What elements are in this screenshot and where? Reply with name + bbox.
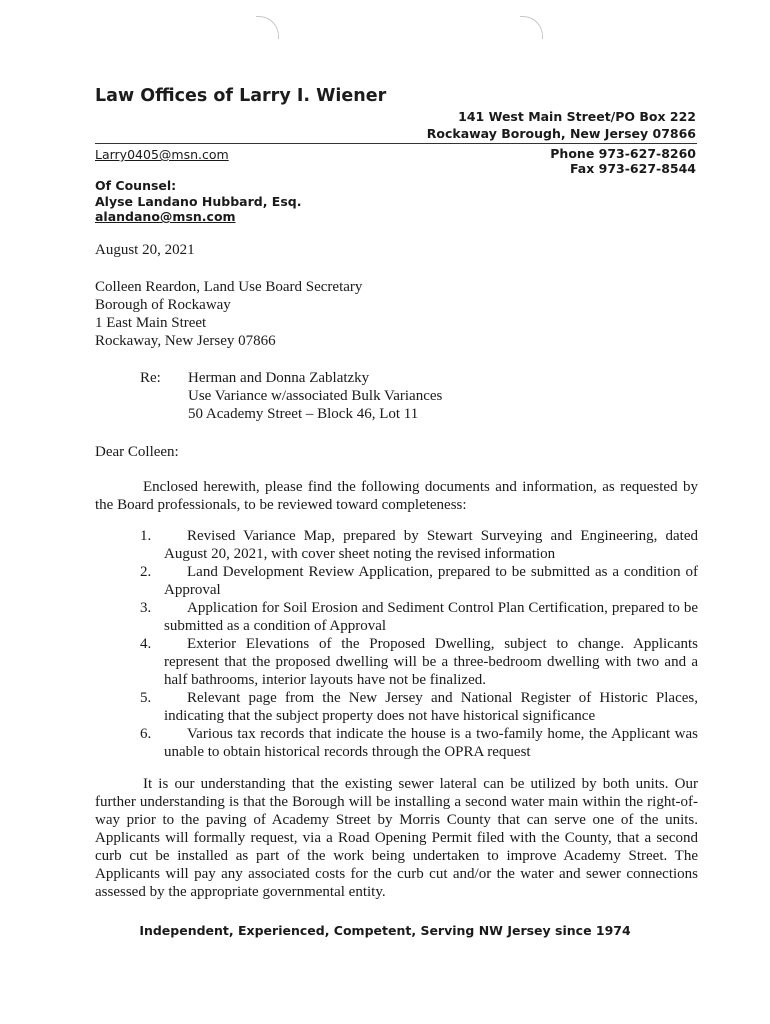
- re-label: Re:: [140, 370, 161, 386]
- list-item: [140, 689, 698, 725]
- list-item: [140, 599, 698, 635]
- of-counsel-block: [95, 178, 301, 225]
- closing-text: It is our understanding that the existing sewer lateral can be utilized by both units. Our further understanding is that the Borough will be installing a second water main within the right-of-way prior to the paving of Academy Street by Morris County that can serve one of the units. Applicants will formally request, via a Road Opening Permit filed with the County, that a second curb cut be installed as part of the work being undertaken to improve Academy Street. The Applicants will pay any associated costs for the curb cut and/or the water and sewer connections assessed by the appropriate governmental entity.: [95, 776, 698, 900]
- footer-tagline: Independent, Experienced, Competent, Serving NW Jersey since 1974: [139, 923, 631, 938]
- list-item: [140, 527, 698, 563]
- enclosure-list: [140, 527, 698, 761]
- list-item-number: 2.: [140, 564, 152, 580]
- list-item-text: Relevant page from the New Jersey and National Register of Historic Places, indicating that the subject property does not have historical significance: [164, 690, 698, 724]
- intro-text: Enclosed herewith, please find the following documents and information, as requested by the Board professionals, to be reviewed toward completeness:: [95, 479, 698, 513]
- address-line-1: 141 West Main Street/PO Box 222: [458, 109, 696, 124]
- scan-mark-left: [256, 16, 279, 39]
- firm-email-link[interactable]: Larry0405@msn.com: [95, 147, 229, 162]
- list-item-number: 6.: [140, 726, 152, 742]
- list-item-text: Exterior Elevations of the Proposed Dwelling, subject to change. Applicants represent that the proposed dwelling will be a three-bedroom dwelling with two and a half bathrooms, interior layouts have not be finalized.: [164, 636, 698, 688]
- of-counsel-name: Alyse Landano Hubbard, Esq.: [95, 193, 302, 209]
- list-item-number: 1.: [140, 528, 152, 544]
- list-item-text: Application for Soil Erosion and Sediment Control Plan Certification, prepared to be submitted as a condition of Approval: [164, 600, 698, 634]
- of-counsel-email-link[interactable]: alandano@msn.com: [95, 209, 236, 224]
- list-item-number: 5.: [140, 690, 152, 706]
- list-item: [140, 725, 698, 761]
- addressee-block: [95, 278, 362, 350]
- addressee-line: 1 East Main Street: [95, 315, 207, 331]
- list-item-text: Land Development Review Application, prepared to be submitted as a condition of Approval: [164, 564, 698, 598]
- re-line: Use Variance w/associated Bulk Variances: [188, 388, 443, 404]
- of-counsel-label: Of Counsel:: [95, 178, 177, 193]
- closing-paragraph: [95, 775, 698, 901]
- fax-number: Fax 973-627-8544: [569, 161, 696, 176]
- re-block: [188, 369, 442, 423]
- salutation: Dear Colleen:: [95, 444, 179, 460]
- list-item: [140, 563, 698, 599]
- address-line-2: Rockaway Borough, New Jersey 07866: [426, 126, 696, 141]
- phone-number: Phone 973-627-8260: [550, 146, 696, 161]
- list-item-text: Revised Variance Map, prepared by Stewart Surveying and Engineering, dated August 20, 2021, with cover sheet noting the revised information: [164, 528, 698, 562]
- list-item-number: 4.: [140, 636, 152, 652]
- re-line: 50 Academy Street – Block 46, Lot 11: [188, 406, 419, 422]
- list-item-text: Various tax records that indicate the house is a two-family home, the Applicant was unable to obtain historical records through the OPRA request: [164, 726, 698, 760]
- list-item-number: 3.: [140, 600, 152, 616]
- scan-mark-right: [520, 16, 543, 39]
- letter-date: August 20, 2021: [95, 242, 195, 258]
- intro-paragraph: [95, 478, 698, 514]
- list-item: [140, 635, 698, 689]
- addressee-line: Colleen Reardon, Land Use Board Secretary: [95, 279, 363, 295]
- addressee-line: Rockaway, New Jersey 07866: [95, 333, 276, 349]
- letterhead-divider: [95, 143, 697, 144]
- re-line: Herman and Donna Zablatzky: [188, 370, 370, 386]
- firm-name: Law Offices of Larry I. Wiener: [95, 86, 387, 106]
- addressee-line: Borough of Rockaway: [95, 297, 231, 313]
